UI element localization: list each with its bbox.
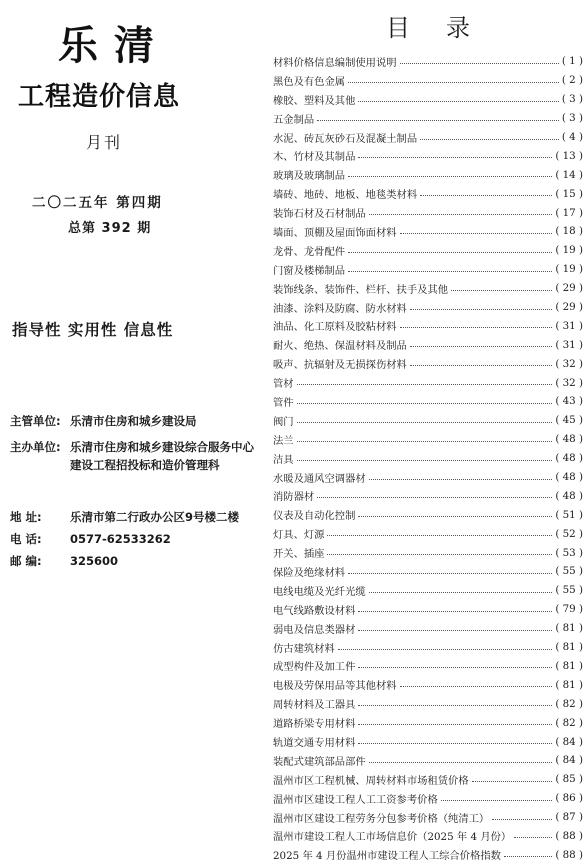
toc-item-page: ( 87 ) — [555, 811, 583, 824]
toc-item-page: ( 14 ) — [555, 168, 583, 181]
toc-leader-dots — [358, 705, 552, 706]
toc-item-label: 2025 年 4 月份温州市建设工程人工综合价格指数 — [273, 850, 501, 863]
toc-item[interactable] — [273, 770, 583, 789]
toc-item-page: ( 45 ) — [555, 414, 583, 427]
toc-item-page: ( 18 ) — [555, 225, 583, 238]
toc-leader-dots — [348, 271, 552, 272]
toc-item[interactable] — [273, 109, 583, 128]
toc-leader-dots — [441, 800, 553, 801]
toc-item[interactable] — [273, 657, 583, 676]
toc-leader-dots — [317, 497, 552, 498]
toc-item-label: 水泥、砖瓦灰砂石及混凝土制品 — [273, 132, 418, 145]
toc-item-page: ( 53 ) — [555, 546, 583, 559]
toc-leader-dots — [358, 743, 552, 744]
toc-item-label: 灯具、灯源 — [273, 529, 325, 542]
issue-label: 二〇二五年 第四期 — [32, 195, 163, 211]
toc-item[interactable] — [273, 751, 583, 770]
publication-subtitle: 工程造价信息 — [18, 82, 181, 112]
toc-leader-dots — [358, 630, 552, 631]
toc-item[interactable] — [273, 694, 583, 713]
phone-label: 电 话: — [10, 532, 42, 546]
toc-item-page: ( 52 ) — [555, 527, 583, 540]
phone-row — [10, 530, 171, 548]
toc-item-page: ( 81 ) — [555, 659, 583, 672]
address-row — [10, 508, 239, 526]
toc-leader-dots — [400, 63, 559, 64]
toc-item[interactable] — [273, 203, 583, 222]
toc-item-label: 木、竹材及其制品 — [273, 151, 356, 164]
toc-item-page: ( 51 ) — [555, 508, 583, 521]
toc-item-label: 法兰 — [273, 434, 294, 447]
toc-item-label: 水暖及通风空调器材 — [273, 472, 366, 485]
toc-leader-dots — [451, 290, 552, 291]
toc-leader-dots — [338, 649, 553, 650]
toc-item-label: 管材 — [273, 378, 294, 391]
toc-item-page: ( 48 ) — [555, 433, 583, 446]
toc-item-label: 洁具 — [273, 453, 294, 466]
toc-item[interactable] — [273, 411, 583, 430]
toc-item-page: ( 32 ) — [555, 357, 583, 370]
toc-item-label: 装饰石材及石材制品 — [273, 208, 366, 221]
toc-item-label: 门窗及楼梯制品 — [273, 264, 346, 277]
toc-item-page: ( 82 ) — [555, 716, 583, 729]
toc-item[interactable] — [273, 52, 583, 71]
toc-item-label: 耐火、绝热、保温材料及制品 — [273, 340, 407, 353]
toc-item-label: 管件 — [273, 396, 294, 409]
toc-item-label: 阀门 — [273, 415, 294, 428]
toc-item-label: 装饰线条、装饰件、栏杆、扶手及其他 — [273, 283, 449, 296]
total-issue-label: 总第 392 期 — [68, 221, 152, 236]
toc-item-label: 轨道交通专用材料 — [273, 737, 356, 749]
toc-item-label: 墙砖、地砖、地板、地毯类材料 — [273, 189, 418, 202]
toc-item-label: 黑色及有色金属 — [273, 75, 346, 88]
toc-leader-dots — [358, 724, 552, 725]
toc-item-page: ( 85 ) — [555, 773, 583, 786]
toc-item-label: 温州市区工程机械、周转材料市场租赁价格 — [273, 774, 469, 787]
toc-item-label: 橡胶、塑料及其他 — [273, 94, 356, 107]
toc-item-page: ( 79 ) — [555, 603, 583, 616]
toc-item-label: 电极及劳保用品等其他材料 — [273, 680, 397, 693]
toc-leader-dots — [348, 176, 552, 177]
toc-item-page: ( 43 ) — [555, 395, 583, 408]
toc-item[interactable] — [273, 165, 583, 184]
toc-item-page: ( 2 ) — [561, 74, 583, 87]
toc-item-label: 成型构件及加工件 — [273, 661, 356, 674]
toc-leader-dots — [504, 856, 552, 857]
publication-title: 乐清 — [58, 23, 170, 69]
toc-item-page: ( 81 ) — [555, 678, 583, 691]
toc-leader-dots — [327, 535, 552, 536]
toc-item-page: ( 3 ) — [561, 93, 583, 106]
toc-item-page: ( 29 ) — [555, 301, 583, 314]
toc-item[interactable] — [273, 298, 583, 317]
toc-item[interactable] — [273, 71, 583, 90]
toc-leader-dots — [317, 120, 559, 121]
toc-leader-dots — [400, 686, 553, 687]
toc-leader-dots — [420, 139, 559, 140]
toc-item-page: ( 55 ) — [555, 584, 583, 597]
toc-item-label: 材料价格信息编制使用说明 — [273, 56, 397, 69]
toc-item[interactable] — [273, 279, 583, 298]
toc-item[interactable] — [273, 600, 583, 619]
toc-item-page: ( 4 ) — [561, 131, 583, 143]
toc-item-page: ( 81 ) — [555, 622, 583, 635]
toc-item[interactable] — [273, 713, 583, 732]
toc-item-page: ( 88 ) — [555, 829, 583, 842]
toc-item[interactable] — [273, 486, 583, 505]
cover-panel — [0, 0, 262, 856]
toc-item-label: 弱电及信息类器材 — [273, 623, 356, 636]
toc-leader-dots — [358, 157, 552, 158]
toc-item[interactable] — [273, 827, 583, 846]
postcode-row — [10, 552, 118, 570]
toc-leader-dots — [358, 667, 552, 668]
toc-item-label: 电气线路敷设材料 — [273, 604, 356, 617]
toc-leader-dots — [348, 82, 559, 83]
toc-item-label: 电线电缆及光纤光缆 — [273, 585, 366, 598]
slogan: 指导性 实用性 信息性 — [12, 321, 174, 339]
toc-leader-dots — [358, 516, 552, 517]
toc-item-page: ( 81 ) — [555, 641, 583, 654]
sponsor-label: 主办单位: — [10, 440, 61, 454]
toc-leader-dots — [410, 309, 552, 310]
toc-item[interactable] — [273, 90, 583, 109]
sponsor-line-1: 乐清市住房和城乡建设综合服务中心 — [70, 440, 254, 454]
toc-item-page: ( 3 ) — [561, 112, 583, 125]
toc-item[interactable] — [273, 335, 583, 354]
toc-leader-dots — [297, 403, 553, 404]
toc-leader-dots — [400, 233, 553, 234]
toc-item-page: ( 86 ) — [555, 792, 583, 805]
frequency-label: 月刊 — [86, 133, 123, 152]
toc-item[interactable] — [273, 354, 583, 373]
toc-item-label: 仪表及自动化控制 — [273, 510, 356, 523]
toc-item-label: 油漆、涂料及防腐、防水材料 — [273, 302, 407, 315]
toc-item-label: 玻璃及玻璃制品 — [273, 170, 346, 183]
toc-item[interactable] — [273, 789, 583, 808]
toc-leader-dots — [410, 365, 552, 366]
toc-item[interactable] — [273, 373, 583, 392]
toc-item-page: ( 55 ) — [555, 565, 583, 578]
address-value: 乐清市第二行政办公区9号楼二楼 — [70, 510, 239, 524]
toc-leader-dots — [369, 592, 553, 593]
toc-item[interactable] — [273, 845, 583, 864]
toc-item[interactable] — [273, 562, 583, 581]
toc-item[interactable] — [273, 241, 583, 260]
toc-item-label: 周转材料及工器具 — [273, 699, 356, 712]
sponsor-value — [70, 438, 254, 474]
toc-leader-dots — [492, 819, 552, 820]
toc-item-page: ( 19 ) — [555, 263, 583, 276]
toc-leader-dots — [358, 101, 558, 102]
supervisor-row — [10, 412, 197, 430]
toc-item[interactable] — [273, 619, 583, 638]
toc-item-page: ( 88 ) — [555, 848, 583, 861]
toc-item-label: 装配式建筑部品部件 — [273, 755, 366, 768]
toc-item-label: 龙骨、龙骨配件 — [273, 245, 346, 258]
toc-item[interactable] — [273, 128, 583, 147]
toc-leader-dots — [369, 214, 553, 215]
postcode-value: 325600 — [70, 554, 119, 568]
toc-item-label: 墙面、顶棚及屋面饰面材料 — [273, 226, 397, 239]
toc-item[interactable] — [273, 581, 583, 600]
toc-item[interactable] — [273, 392, 583, 411]
toc-leader-dots — [358, 611, 552, 612]
toc-item-page: ( 15 ) — [555, 187, 583, 200]
toc-item-page: ( 84 ) — [555, 735, 583, 748]
toc-item-label: 温州市建设工程人工市场信息价（2025 年 4 月份） — [273, 831, 512, 844]
toc-leader-dots — [297, 422, 553, 423]
toc-item-page: ( 31 ) — [555, 319, 583, 332]
toc-list — [273, 52, 583, 864]
toc-item-page: ( 84 ) — [555, 754, 583, 767]
toc-item[interactable] — [273, 146, 583, 165]
supervisor-value: 乐清市住房和城乡建设局 — [70, 414, 197, 428]
toc-item-page: ( 48 ) — [555, 489, 583, 502]
toc-leader-dots — [472, 781, 553, 782]
toc-item[interactable] — [273, 524, 583, 543]
toc-leader-dots — [297, 460, 553, 461]
toc-item-page: ( 48 ) — [555, 452, 583, 465]
toc-item[interactable] — [273, 449, 583, 468]
toc-item[interactable] — [273, 505, 583, 524]
sponsor-line-2: 建设工程招投标和造价管理科 — [70, 458, 220, 472]
toc-item-label: 吸声、抗辐射及无损探伤材料 — [273, 359, 407, 372]
toc-leader-dots — [297, 384, 553, 385]
toc-leader-dots — [420, 195, 552, 196]
toc-leader-dots — [348, 252, 552, 253]
supervisor-label: 主管单位: — [10, 414, 61, 428]
toc-item-page: ( 17 ) — [555, 206, 583, 219]
toc-item[interactable] — [273, 638, 583, 657]
toc-item-page: ( 48 ) — [555, 471, 583, 484]
toc-item-label: 油品、化工原料及胶粘材料 — [273, 321, 397, 334]
toc-item[interactable] — [273, 468, 583, 487]
toc-item-label: 道路桥梁专用材料 — [273, 718, 356, 731]
toc-item-label: 温州市区建设工程劳务分包参考价格（纯清工） — [273, 812, 490, 825]
toc-leader-dots — [514, 837, 552, 838]
toc-item-label: 温州市区建设工程人工工资参考价格 — [273, 793, 438, 806]
toc-leader-dots — [297, 441, 553, 442]
toc-leader-dots — [400, 327, 553, 328]
toc-item[interactable] — [273, 732, 583, 751]
toc-item-page: ( 31 ) — [555, 338, 583, 351]
toc-item-label: 开关、插座 — [273, 548, 325, 561]
toc-leader-dots — [327, 554, 552, 555]
toc-leader-dots — [348, 573, 552, 574]
toc-item-page: ( 82 ) — [555, 697, 583, 710]
toc-item-page: ( 19 ) — [555, 244, 583, 257]
toc-item-label: 五金制品 — [273, 113, 315, 126]
toc-item-label: 保险及绝缘材料 — [273, 566, 346, 579]
toc-leader-dots — [410, 346, 552, 347]
toc-item[interactable] — [273, 675, 583, 694]
sponsor-row — [10, 438, 254, 474]
toc-item-label: 仿古建筑材料 — [273, 642, 335, 655]
phone-value: 0577-62533262 — [70, 532, 171, 546]
toc-item[interactable] — [273, 430, 583, 449]
toc-item-page: ( 29 ) — [555, 282, 583, 295]
toc-item[interactable] — [273, 543, 583, 562]
toc-item[interactable] — [273, 316, 583, 335]
toc-leader-dots — [369, 479, 553, 480]
toc-item[interactable] — [273, 184, 583, 203]
toc-title: 目录 — [386, 14, 506, 42]
toc-item-page: ( 1 ) — [561, 55, 583, 68]
table-of-contents — [268, 0, 588, 863]
toc-item-label: 消防器材 — [273, 491, 315, 504]
toc-item[interactable] — [273, 808, 583, 827]
postcode-label: 邮 编: — [10, 554, 42, 568]
address-label: 地 址: — [10, 510, 42, 524]
toc-item[interactable] — [273, 260, 583, 279]
toc-item[interactable] — [273, 222, 583, 241]
toc-leader-dots — [369, 762, 553, 763]
toc-item-page: ( 13 ) — [555, 149, 583, 162]
toc-item-page: ( 32 ) — [555, 376, 583, 389]
